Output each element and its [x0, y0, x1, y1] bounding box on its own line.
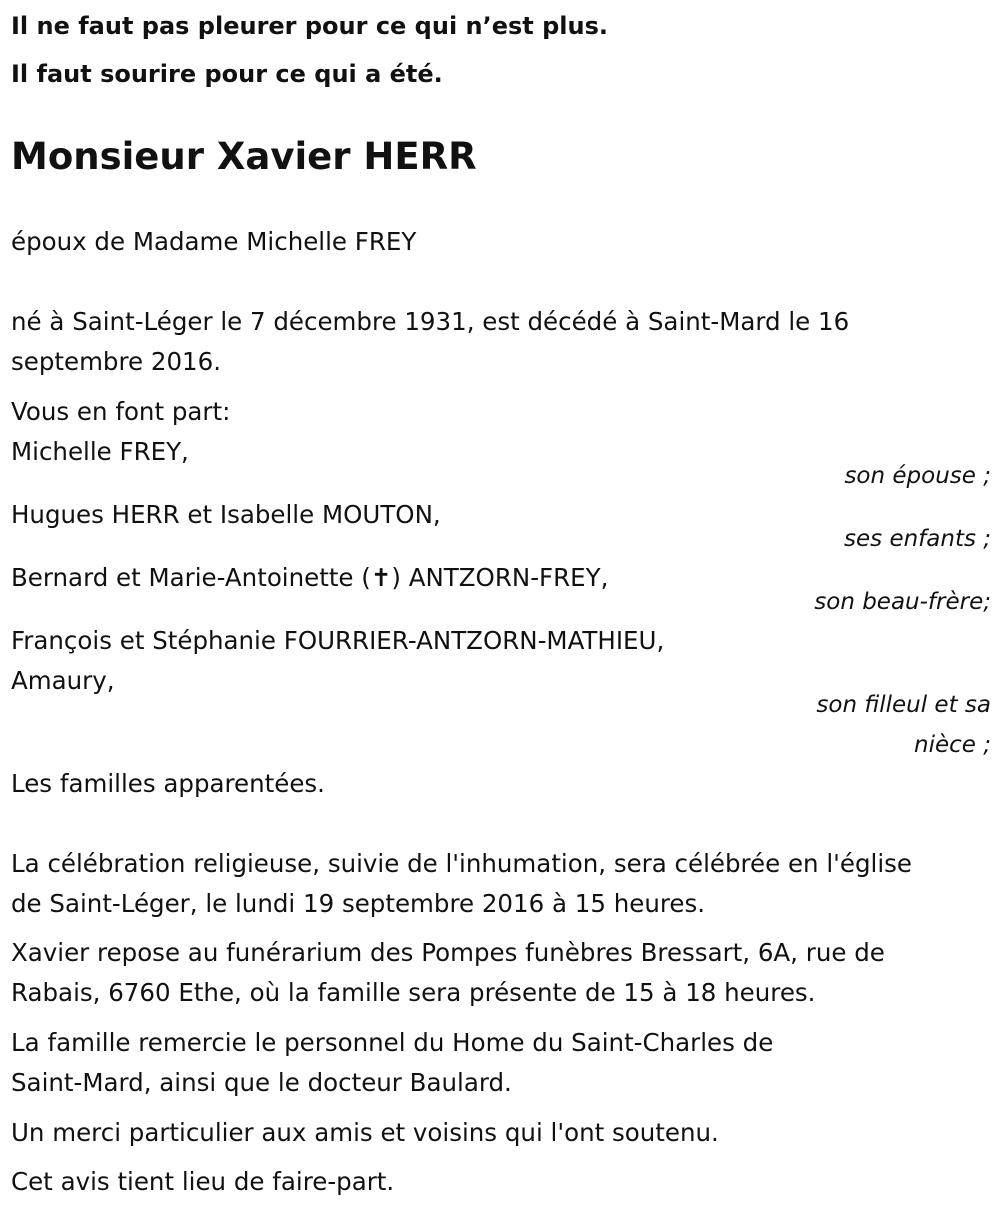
- birth-death-line-1: né à Saint-Léger le 7 décembre 1931, est décédé à Saint-Mard le 16: [11, 307, 850, 336]
- closing-line: Cet avis tient lieu de faire-part.: [11, 1167, 395, 1196]
- birth-death-line-2: septembre 2016.: [11, 347, 222, 376]
- funerarium-line-1: Xavier repose au funérarium des Pompes funèbres Bressart, 6A, rue de: [11, 938, 885, 967]
- family-names-amaury: Amaury,: [11, 666, 115, 695]
- relatives-line: Les familles apparentées.: [11, 769, 325, 798]
- ceremony-line-1: La célébration religieuse, suivie de l'inhumation, sera célébrée en l'église: [11, 849, 912, 878]
- family-relation-niece: nièce ;: [914, 732, 991, 758]
- family-names-brother-in-law: Bernard et Marie-Antoinette (✝) ANTZORN-FREY,: [11, 563, 609, 592]
- family-relation-spouse: son épouse ;: [844, 463, 991, 489]
- special-thanks: Un merci particulier aux amis et voisins qui l'ont soutenu.: [11, 1118, 719, 1147]
- family-names-godson-niece: François et Stéphanie FOURRIER-ANTZORN-MATHIEU,: [11, 626, 665, 655]
- family-names-spouse: Michelle FREY,: [11, 437, 189, 466]
- announcement-intro: Vous en font part:: [11, 397, 231, 426]
- family-names-children: Hugues HERR et Isabelle MOUTON,: [11, 500, 441, 529]
- family-relation-godson: son filleul et sa: [816, 692, 991, 718]
- thanks-line-2: Saint-Mard, ainsi que le docteur Baulard.: [11, 1068, 512, 1097]
- ceremony-line-2: de Saint-Léger, le lundi 19 septembre 2016 à 15 heures.: [11, 889, 706, 918]
- thanks-line-1: La famille remercie le personnel du Home du Saint-Charles de: [11, 1028, 774, 1057]
- family-relation-brother-in-law: son beau-frère;: [814, 589, 991, 615]
- quote-line-2: Il faut sourire pour ce qui a été.: [11, 60, 443, 88]
- funerarium-line-2: Rabais, 6760 Ethe, où la famille sera présente de 15 à 18 heures.: [11, 978, 816, 1007]
- spouse-line: époux de Madame Michelle FREY: [11, 227, 417, 256]
- family-relation-children: ses enfants ;: [844, 526, 991, 552]
- deceased-name: Monsieur Xavier HERR: [11, 135, 477, 178]
- quote-line-1: Il ne faut pas pleurer pour ce qui n’est plus.: [11, 12, 609, 40]
